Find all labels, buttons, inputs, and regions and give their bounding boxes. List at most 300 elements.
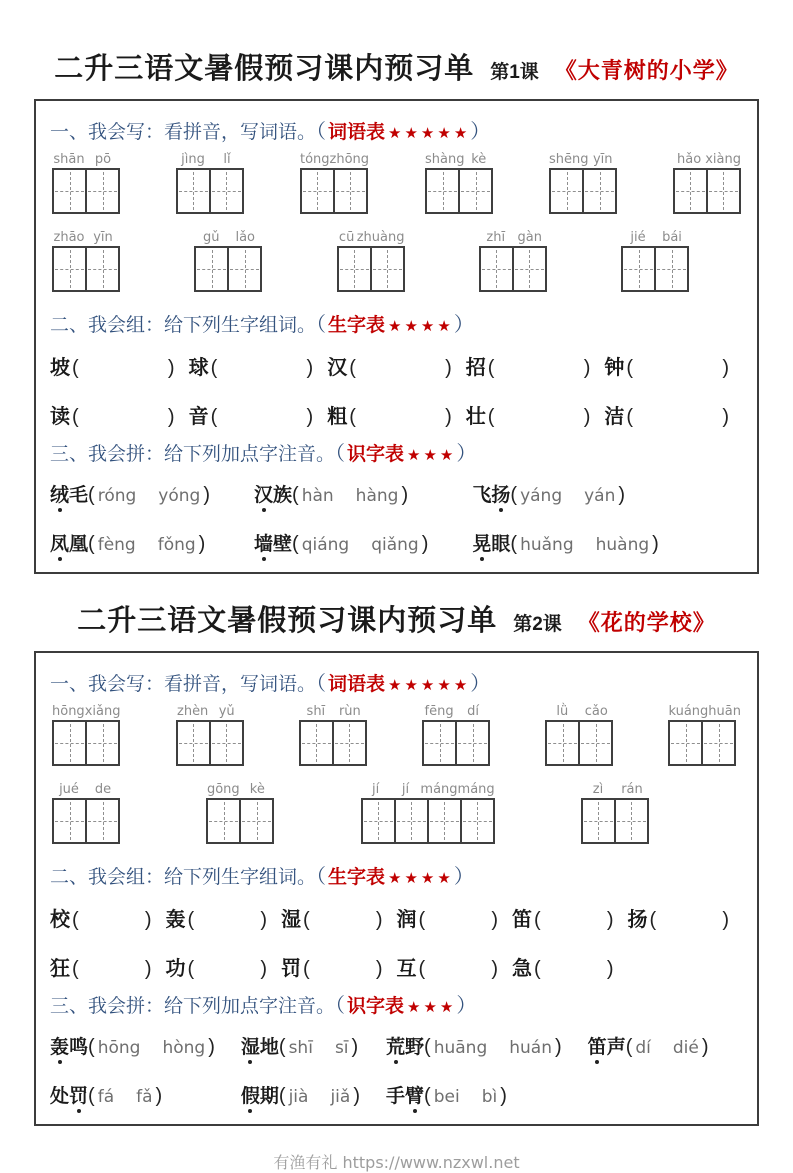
zhuyin-character: 扬	[491, 485, 511, 506]
zuci-character: 球	[188, 357, 209, 379]
zhuyin-character: 鸣	[69, 1037, 89, 1058]
writing-cell[interactable]	[673, 168, 708, 214]
paren-open-icon: (	[72, 909, 79, 931]
zhuyin-item	[472, 529, 658, 556]
pinyin-option[interactable]: yán	[584, 486, 616, 506]
writing-cell[interactable]	[332, 720, 367, 766]
zuci-item	[512, 903, 628, 932]
lesson-number: 第2课	[513, 614, 562, 635]
zuci-character: 钟	[604, 357, 625, 379]
section-zuci	[48, 860, 745, 981]
zhuyin-item	[588, 1032, 709, 1059]
zuci-item	[327, 400, 466, 429]
zhuyin-character: 飞	[472, 485, 492, 506]
pinyin-word-group	[194, 230, 262, 292]
writing-cell[interactable]	[52, 798, 87, 844]
pinyin-option[interactable]: hàng	[355, 486, 399, 506]
paren-close-icon: )	[353, 1085, 360, 1107]
pinyin-option[interactable]: róng	[97, 486, 137, 506]
writing-cell[interactable]	[85, 246, 120, 292]
zhuyin-word	[472, 480, 510, 507]
pinyin-word-group	[52, 782, 120, 844]
pinyin-option[interactable]: huǎng	[520, 535, 574, 555]
pinyin-syllable: de	[94, 782, 112, 797]
zuci-character: 扬	[627, 909, 648, 931]
pinyin-labels	[668, 704, 741, 720]
paren-close-icon: )	[500, 1085, 507, 1107]
writing-cell[interactable]	[427, 798, 462, 844]
pinyin-syllable: jí	[401, 782, 410, 797]
zuci-character: 互	[396, 958, 417, 980]
paren-open-icon: (	[626, 406, 634, 428]
writing-cell[interactable]	[614, 798, 649, 844]
zuci-item	[604, 400, 743, 429]
paren-open-icon: (	[72, 958, 79, 980]
writing-cell[interactable]	[361, 798, 396, 844]
paren-close-icon: )	[606, 909, 614, 931]
zuci-item	[50, 952, 166, 981]
lesson-name: 《大青树的小学》	[554, 58, 739, 83]
lesson-name: 《花的学校》	[577, 610, 716, 635]
writing-cells	[361, 798, 495, 844]
pinyin-syllable: kè	[249, 782, 265, 797]
zuci-item	[397, 903, 513, 932]
paren-open-icon: (	[210, 406, 218, 428]
writing-cell[interactable]	[668, 720, 703, 766]
section-heading	[50, 437, 743, 466]
paren-open-icon: (	[625, 1036, 633, 1058]
pinyin-syllable: rùn	[338, 704, 361, 719]
zuci-character: 汉	[327, 357, 348, 379]
pinyin-labels	[176, 152, 244, 168]
zuci-character: 壮	[465, 406, 486, 428]
pinyin-option[interactable]: dié	[672, 1038, 699, 1058]
paren-open-icon: (	[510, 484, 518, 506]
writing-cells	[422, 720, 490, 766]
pinyin-option[interactable]: huāng	[433, 1038, 488, 1058]
paren-close-icon: ）	[453, 866, 474, 888]
paren-close-icon: )	[421, 533, 429, 555]
paren-close-icon: )	[167, 406, 175, 428]
writing-cells	[176, 720, 244, 766]
pinyin-option[interactable]: qiáng	[301, 535, 350, 555]
writing-cell[interactable]	[52, 168, 87, 214]
zhuyin-character: 轰	[50, 1037, 70, 1058]
pinyin-syllable: yīn	[592, 152, 613, 167]
paren-close-icon: )	[583, 406, 591, 428]
writing-cell[interactable]	[455, 720, 490, 766]
writing-cells	[52, 798, 120, 844]
pinyin-word-group	[668, 704, 741, 766]
pinyin-syllable: cū	[338, 230, 355, 245]
pinyin-option[interactable]: sī	[334, 1038, 349, 1058]
pinyin-syllable: kuáng	[668, 704, 709, 719]
paren-open-icon: (	[424, 1085, 431, 1107]
zhuyin-character: 手	[386, 1086, 406, 1107]
paren-open-icon: （	[316, 314, 327, 336]
pinyin-labels	[299, 704, 367, 720]
zhuyin-character: 湿	[240, 1037, 260, 1058]
writing-cells	[337, 246, 405, 292]
zhuyin-character: 壁	[273, 534, 293, 555]
zuci-item	[50, 903, 166, 932]
word-building-rows	[50, 903, 743, 981]
pinyin-syllable: lǎo	[235, 230, 256, 245]
pinyin-option[interactable]: dí	[635, 1038, 651, 1058]
word-building-rows	[50, 351, 743, 429]
writing-cell[interactable]	[333, 168, 368, 214]
pinyin-syllable: jí	[371, 782, 380, 797]
writing-cells	[52, 246, 120, 292]
word-building-grid	[48, 351, 745, 429]
zhuyin-word	[588, 1032, 626, 1059]
pinyin-syllable: cǎo	[584, 704, 608, 719]
pinyin-syllable: zhāo	[53, 230, 85, 245]
writing-cells	[668, 720, 741, 766]
writing-cell[interactable]	[545, 720, 580, 766]
pinyin-option[interactable]: bì	[481, 1087, 498, 1107]
pinyin-option[interactable]: jià	[288, 1087, 309, 1107]
paren-open-icon: （	[316, 866, 327, 888]
pinyin-word-group	[549, 152, 617, 214]
zhuyin-character: 眼	[491, 534, 511, 555]
paren-open-icon: (	[649, 909, 657, 931]
section-zhuyin	[48, 437, 745, 556]
paren-open-icon: (	[303, 909, 310, 931]
section-heading-text: 二、我会组：给下列生字组词。	[50, 867, 317, 888]
footer-watermark: 有渔有礼 https://www.nzxwl.net	[273, 1153, 520, 1172]
lesson-number: 第1课	[490, 62, 539, 83]
pinyin-syllable: yǔ	[218, 704, 235, 719]
paren-close-icon: )	[167, 357, 175, 379]
paren-open-icon: (	[303, 958, 310, 980]
paren-open-icon: (	[487, 406, 495, 428]
writing-cells	[425, 168, 493, 214]
paren-open-icon: (	[210, 357, 218, 379]
writing-cell[interactable]	[239, 798, 274, 844]
zuci-item	[512, 952, 628, 981]
zuci-character: 功	[165, 958, 186, 980]
paren-open-icon: (	[534, 909, 541, 931]
source-tag: 生字表	[328, 315, 386, 336]
zuci-item	[166, 903, 282, 932]
writing-cell[interactable]	[52, 720, 87, 766]
writing-cell[interactable]	[85, 798, 120, 844]
zhuyin-word	[386, 1081, 424, 1108]
writing-cells	[300, 168, 369, 214]
zhuyin-rows	[50, 480, 743, 556]
pinyin-syllable: gōng	[206, 782, 240, 797]
writing-cell[interactable]	[337, 246, 372, 292]
zhuyin-character: 晃	[472, 534, 492, 555]
zhuyin-character: 族	[273, 485, 293, 506]
writing-cells	[206, 798, 274, 844]
zhuyin-item	[254, 480, 428, 507]
zuci-item	[466, 351, 605, 380]
pinyin-labels	[300, 152, 369, 168]
zhuyin-character: 罚	[69, 1086, 89, 1107]
zhuyin-item	[472, 480, 658, 507]
pinyin-labels	[52, 704, 120, 720]
paren-open-icon: (	[187, 958, 195, 980]
writing-cell[interactable]	[460, 798, 495, 844]
zuci-character: 音	[188, 406, 209, 428]
pinyin-syllable: gàn	[517, 230, 542, 245]
pinyin-syllable: jué	[59, 782, 79, 797]
source-tag: 词语表	[328, 674, 386, 695]
pinyin-option[interactable]: jiǎ	[330, 1087, 351, 1107]
section-heading	[50, 860, 743, 889]
zhuyin-character: 绒	[50, 485, 70, 506]
pinyin-box-rows	[48, 704, 745, 844]
writing-cells	[52, 168, 120, 214]
pinyin-word-group	[299, 704, 367, 766]
pinyin-word-group	[52, 704, 120, 766]
writing-cell[interactable]	[52, 246, 87, 292]
paren-close-icon: )	[375, 909, 383, 931]
writing-cell[interactable]	[299, 720, 334, 766]
zhuyin-item	[50, 529, 210, 556]
zuci-character: 笛	[512, 909, 532, 931]
pinyin-option[interactable]: hōng	[97, 1038, 141, 1058]
pinyin-option[interactable]: fá	[97, 1087, 115, 1107]
writing-cell[interactable]	[394, 798, 429, 844]
zhuyin-word	[386, 1032, 424, 1059]
writing-cell[interactable]	[479, 246, 514, 292]
pinyin-option[interactable]: fǎ	[136, 1087, 153, 1107]
zhuyin-character: 笛	[587, 1037, 607, 1058]
writing-cell[interactable]	[701, 720, 736, 766]
section-write	[48, 115, 745, 292]
writing-cell[interactable]	[581, 798, 616, 844]
writing-cells	[52, 720, 120, 766]
section-heading-text: 二、我会组：给下列生字组词。	[50, 315, 317, 336]
zhuyin-item	[386, 1081, 562, 1108]
zhuyin-character: 野	[405, 1037, 425, 1058]
paren-close-icon: )	[652, 533, 659, 555]
zhuyin-character: 地	[259, 1037, 279, 1058]
pinyin-syllable: zhèn	[177, 704, 209, 719]
writing-cell[interactable]	[549, 168, 584, 214]
writing-cell[interactable]	[209, 720, 244, 766]
paren-close-icon: ）	[456, 443, 477, 465]
paren-open-icon: (	[487, 357, 495, 379]
writing-cell[interactable]	[512, 246, 547, 292]
writing-cell[interactable]	[176, 168, 211, 214]
zhuyin-grid	[48, 480, 745, 556]
zhuyin-item	[50, 1081, 215, 1108]
section-heading-text: 三、我会拼：给下列加点字注音。	[50, 996, 336, 1017]
worksheet-card	[34, 99, 759, 574]
zhuyin-word	[50, 529, 88, 556]
pinyin-labels	[479, 230, 547, 246]
worksheet-title: 二升三语文暑假预习课内预习单	[54, 53, 475, 85]
paren-open-icon: （	[335, 443, 346, 465]
star-rating: ★★★	[407, 999, 457, 1016]
paren-close-icon: )	[583, 357, 591, 379]
pinyin-syllable: shān	[53, 152, 85, 167]
writing-cells	[545, 720, 613, 766]
pinyin-labels	[549, 152, 617, 168]
writing-cell[interactable]	[176, 720, 211, 766]
paren-open-icon: (	[349, 406, 356, 428]
pinyin-labels	[621, 230, 689, 246]
pinyin-word-group	[361, 782, 495, 844]
writing-cell[interactable]	[227, 246, 262, 292]
writing-cell[interactable]	[85, 168, 120, 214]
writing-cells	[673, 168, 741, 214]
writing-cell[interactable]	[706, 168, 741, 214]
section-heading-text: 一、我会写：看拼音，写词语。	[50, 122, 317, 143]
zhuyin-item	[254, 529, 428, 556]
zhuyin-character: 凰	[69, 534, 89, 555]
writing-cell[interactable]	[458, 168, 493, 214]
pinyin-syllable: fēng	[424, 704, 454, 719]
paren-open-icon: (	[187, 909, 195, 931]
paren-close-icon: )	[198, 533, 206, 555]
writing-cells	[194, 246, 262, 292]
zuci-character: 狂	[50, 958, 70, 980]
writing-cell[interactable]	[194, 246, 229, 292]
paren-close-icon: )	[701, 1036, 709, 1058]
star-rating: ★★★★	[388, 318, 454, 335]
pinyin-labels	[545, 704, 613, 720]
source-tag: 生字表	[328, 867, 386, 888]
pinyin-option[interactable]: fǒng	[157, 535, 196, 555]
pinyin-syllable: máng	[457, 782, 495, 797]
pinyin-syllable: lǐ	[223, 152, 231, 167]
source-tag: 识字表	[347, 996, 405, 1017]
pinyin-word-group	[337, 230, 405, 292]
pinyin-syllable: dí	[467, 704, 479, 719]
zhuyin-word	[241, 1032, 279, 1059]
paren-close-icon: ）	[453, 314, 474, 336]
zhuyin-character: 凤	[50, 534, 70, 555]
paren-open-icon: （	[316, 673, 327, 695]
pinyin-option[interactable]: fèng	[97, 535, 136, 555]
writing-cell[interactable]	[621, 246, 656, 292]
writing-cell[interactable]	[300, 168, 335, 214]
writing-cell[interactable]	[425, 168, 460, 214]
writing-cells	[581, 798, 649, 844]
writing-cell[interactable]	[654, 246, 689, 292]
paren-open-icon: (	[292, 533, 299, 555]
paren-close-icon: )	[555, 1036, 562, 1058]
pinyin-syllable: hōng	[52, 704, 85, 719]
zhuyin-item	[241, 1032, 360, 1059]
paren-close-icon: )	[260, 958, 267, 980]
paren-close-icon: ）	[470, 121, 491, 143]
writing-cell[interactable]	[206, 798, 241, 844]
paren-open-icon: (	[88, 533, 95, 555]
zuci-character: 湿	[281, 909, 301, 931]
zuci-character: 粗	[327, 406, 348, 428]
writing-cell[interactable]	[85, 720, 120, 766]
writing-cell[interactable]	[209, 168, 244, 214]
pinyin-option[interactable]: qiǎng	[371, 535, 419, 555]
pinyin-option[interactable]: hòng	[162, 1038, 206, 1058]
writing-cell[interactable]	[582, 168, 617, 214]
pinyin-labels	[176, 704, 244, 720]
paren-close-icon: ）	[470, 673, 491, 695]
writing-cell[interactable]	[370, 246, 405, 292]
zuci-character: 罚	[281, 958, 301, 980]
star-rating: ★★★★	[388, 870, 454, 887]
zhuyin-character: 假	[240, 1086, 260, 1107]
zuci-item	[281, 952, 397, 981]
writing-cell[interactable]	[578, 720, 613, 766]
paren-close-icon: )	[351, 1036, 359, 1058]
zuci-character: 洁	[604, 406, 625, 428]
pinyin-syllable: xiǎng	[84, 704, 121, 719]
paren-close-icon: )	[618, 484, 626, 506]
paren-close-icon: )	[208, 1036, 215, 1058]
writing-cells	[549, 168, 617, 214]
pinyin-box-rows	[48, 152, 745, 292]
zuci-item	[50, 351, 189, 380]
zuci-character: 急	[512, 958, 532, 980]
pinyin-syllable: gǔ	[203, 230, 220, 245]
pinyin-option[interactable]: huán	[509, 1038, 552, 1058]
pinyin-option[interactable]: huàng	[595, 535, 650, 555]
pinyin-word-group	[176, 152, 244, 214]
zhuyin-item	[386, 1032, 562, 1059]
pinyin-option[interactable]: hàn	[301, 486, 334, 506]
pinyin-option[interactable]: shī	[288, 1038, 313, 1058]
zhuyin-word	[254, 529, 292, 556]
paren-close-icon: )	[722, 909, 729, 931]
pinyin-labels	[194, 230, 262, 246]
pinyin-box-row	[52, 782, 741, 844]
source-tag: 识字表	[347, 444, 405, 465]
pinyin-labels	[422, 704, 490, 720]
pinyin-word-group	[300, 152, 369, 214]
zuci-item	[50, 400, 189, 429]
zuci-item	[166, 952, 282, 981]
source-tag: 词语表	[328, 122, 386, 143]
zhuyin-item	[50, 1032, 215, 1059]
pinyin-labels	[361, 782, 495, 798]
writing-cells	[621, 246, 689, 292]
writing-cell[interactable]	[422, 720, 457, 766]
paren-close-icon: )	[722, 406, 729, 428]
paren-close-icon: )	[260, 909, 267, 931]
pinyin-labels	[425, 152, 493, 168]
paren-open-icon: (	[278, 1036, 286, 1058]
pinyin-box-row	[52, 230, 741, 292]
pinyin-syllable: yīn	[93, 230, 113, 245]
pinyin-option[interactable]: yóng	[158, 486, 201, 506]
pinyin-word-group	[52, 230, 120, 292]
paren-open-icon: (	[418, 909, 426, 931]
paren-close-icon: )	[203, 484, 210, 506]
paren-open-icon: (	[510, 533, 518, 555]
zhuyin-character: 声	[606, 1037, 626, 1058]
paren-open-icon: (	[349, 357, 356, 379]
star-rating: ★★★★★	[388, 677, 471, 694]
pinyin-labels	[52, 152, 120, 168]
pinyin-option[interactable]: yáng	[520, 486, 563, 506]
zuci-character: 润	[396, 909, 417, 931]
pinyin-option[interactable]: bei	[433, 1087, 460, 1107]
paren-open-icon: (	[88, 1036, 95, 1058]
paren-open-icon: (	[534, 958, 541, 980]
paren-open-icon: (	[88, 484, 95, 506]
paren-close-icon: )	[306, 406, 314, 428]
star-rating: ★★★	[407, 447, 457, 464]
pinyin-box-row	[52, 704, 741, 766]
zuci-character: 读	[50, 406, 70, 428]
